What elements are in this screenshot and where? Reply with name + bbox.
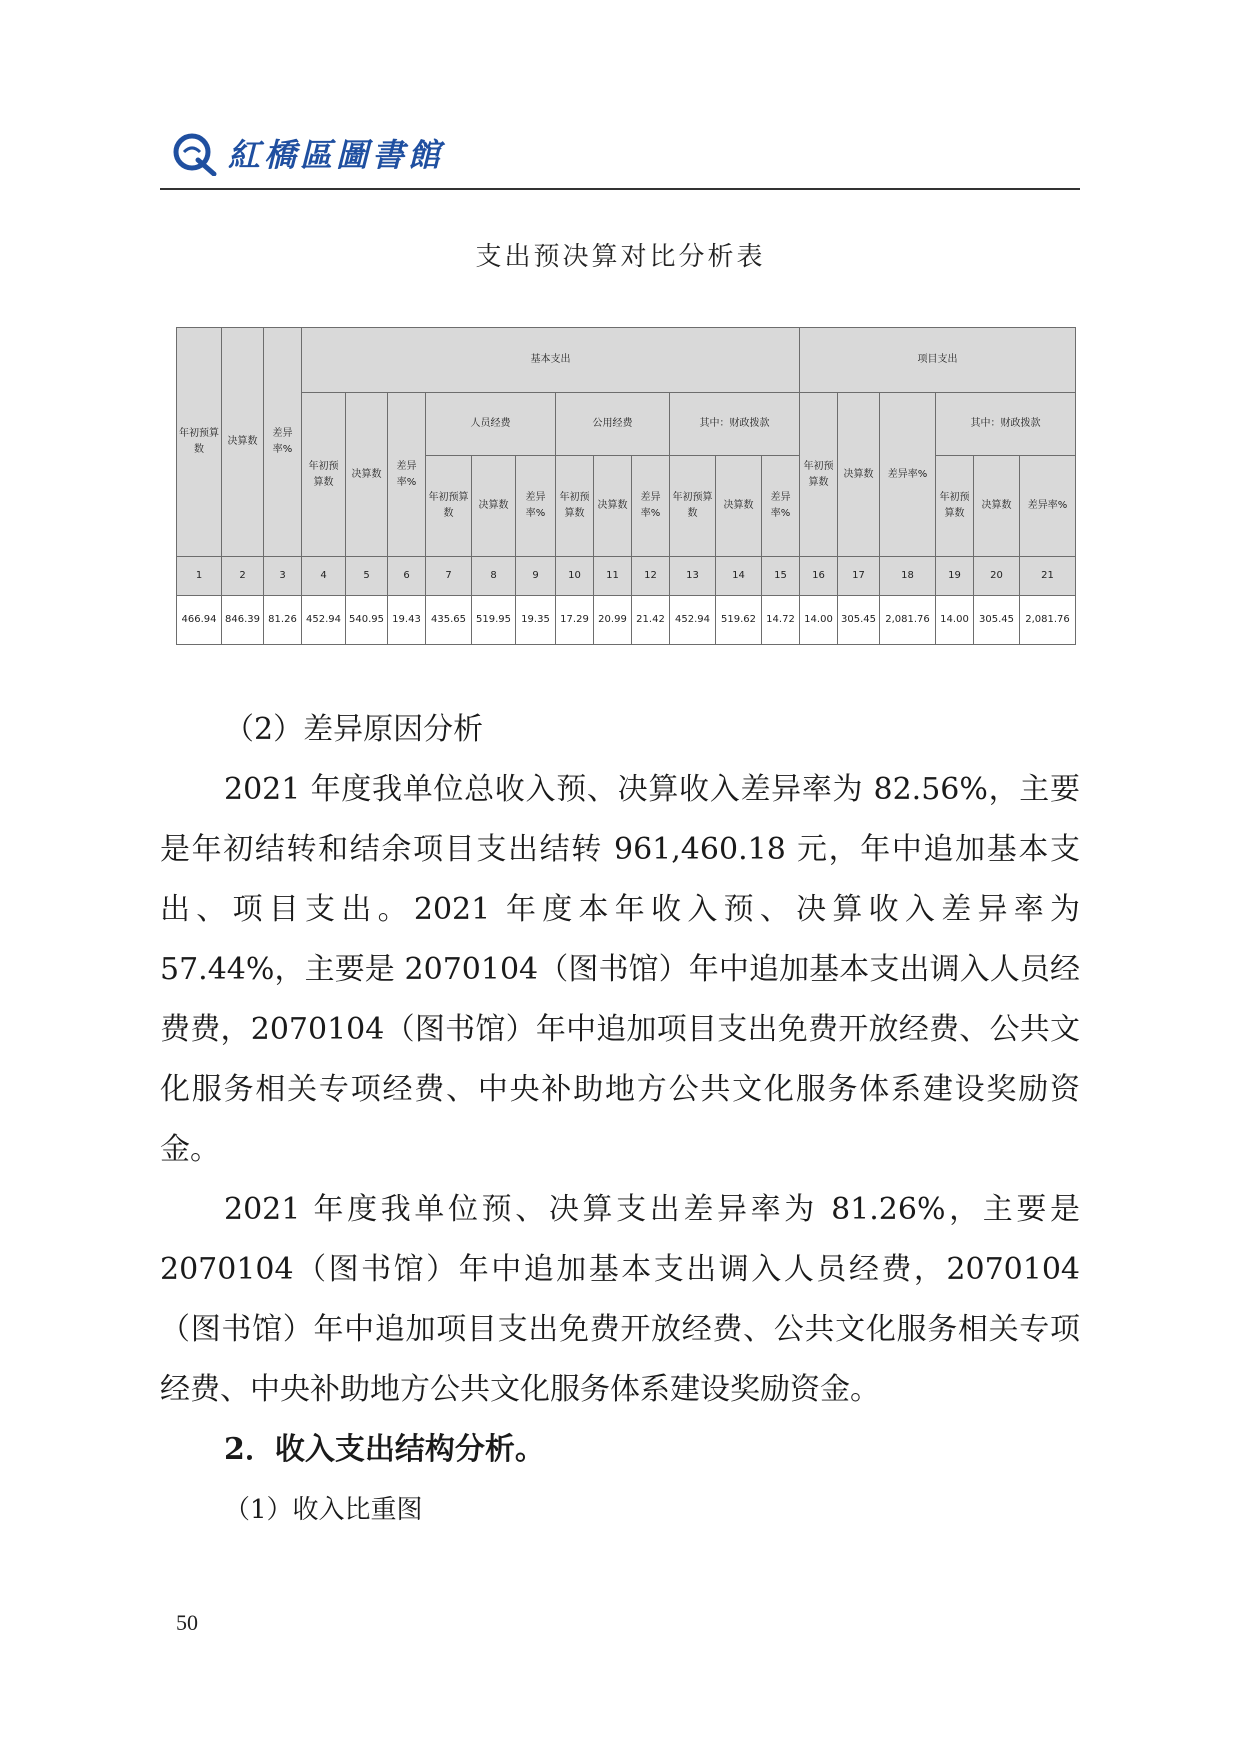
header-cell: 年初预算数 xyxy=(426,456,472,557)
value-cell: 81.26 xyxy=(264,596,302,645)
header-cell-basic: 基本支出 xyxy=(302,328,800,393)
paragraph: 2021 年度我单位总收入预、决算收入差异率为 82.56%，主要是年初结转和结余项目支出结转 961,460.18 元，年中追加基本支出、项目支出。2021 年度本年收入预、决算收入差异率为 57.44%，主要是 2070104（图书馆）年中追加基本支出调入人员经费费，2070104（图书馆）年中追加项目支出免费开放经费、公共文化服务相关专项经费、中央补助地方公共文化服务体系建设奖励资金。 xyxy=(160,772,1080,1167)
column-number-cell: 3 xyxy=(264,557,302,596)
value-cell: 17.29 xyxy=(556,596,594,645)
table-title: 支出预决算对比分析表 xyxy=(475,242,766,272)
value-cell: 305.45 xyxy=(838,596,880,645)
value-cell: 466.94 xyxy=(177,596,222,645)
value-cell: 305.45 xyxy=(974,596,1020,645)
table-header-row xyxy=(177,328,1076,393)
column-number-cell: 18 xyxy=(880,557,936,596)
column-number-cell: 5 xyxy=(346,557,388,596)
paragraph: 2021 年度我单位预、决算支出差异率为 81.26%，主要是 2070104（图书馆）年中追加基本支出调入人员经费，2070104（图书馆）年中追加项目支出免费开放经费、公共文化服务相关专项经费、中央补助地方公共文化服务体系建设奖励资金。 xyxy=(160,1192,1080,1407)
column-number-row xyxy=(177,557,1076,596)
column-number-cell: 14 xyxy=(716,557,762,596)
header-cell: 决算数 xyxy=(222,328,264,557)
header-cell: 年初预算数 xyxy=(302,393,346,557)
value-cell: 846.39 xyxy=(222,596,264,645)
value-cell: 452.94 xyxy=(670,596,716,645)
column-number-cell: 7 xyxy=(426,557,472,596)
subsection-title: （1）收入比重图 xyxy=(224,1495,423,1525)
column-number-cell: 12 xyxy=(632,557,670,596)
header-cell-fiscal: 其中：财政拨款 xyxy=(936,393,1076,456)
table-row xyxy=(177,596,1076,645)
page-header xyxy=(160,118,1080,190)
page-number: 50 xyxy=(176,1610,198,1635)
header-cell: 差异率% xyxy=(264,328,302,557)
value-cell: 14.00 xyxy=(800,596,838,645)
header-divider xyxy=(160,188,1080,190)
header-cell: 决算数 xyxy=(594,456,632,557)
section-heading: 2．收入支出结构分析。 xyxy=(224,1432,545,1467)
value-cell: 2,081.76 xyxy=(1020,596,1076,645)
header-cell-fiscal: 其中：财政拨款 xyxy=(670,393,800,456)
header-cell: 年初预算数 xyxy=(670,456,716,557)
column-number-cell: 10 xyxy=(556,557,594,596)
header-cell: 差异率% xyxy=(762,456,800,557)
section-title: （2）差异原因分析 xyxy=(224,712,484,747)
column-number-cell: 8 xyxy=(472,557,516,596)
header-cell-personnel: 人员经费 xyxy=(426,393,556,456)
body-content xyxy=(160,700,1080,1540)
column-number-cell: 13 xyxy=(670,557,716,596)
header-cell: 决算数 xyxy=(838,393,880,557)
header-cell: 差异率% xyxy=(1020,456,1076,557)
column-number-cell: 9 xyxy=(516,557,556,596)
column-number-cell: 15 xyxy=(762,557,800,596)
header-cell: 决算数 xyxy=(974,456,1020,557)
column-number-cell: 2 xyxy=(222,557,264,596)
value-cell: 14.72 xyxy=(762,596,800,645)
value-cell: 435.65 xyxy=(426,596,472,645)
header-cell-public: 公用经费 xyxy=(556,393,670,456)
header-cell-project: 项目支出 xyxy=(800,328,1076,393)
logo-text: 紅橋區圖書館 xyxy=(228,136,445,174)
column-number-cell: 6 xyxy=(388,557,426,596)
header-cell: 决算数 xyxy=(472,456,516,557)
column-number-cell: 21 xyxy=(1020,557,1076,596)
value-cell: 540.95 xyxy=(346,596,388,645)
value-cell: 2,081.76 xyxy=(880,596,936,645)
logo-emblem-icon xyxy=(170,130,218,176)
value-cell: 14.00 xyxy=(936,596,974,645)
value-cell: 519.62 xyxy=(716,596,762,645)
value-cell: 19.43 xyxy=(388,596,426,645)
header-cell: 年初预算数 xyxy=(936,456,974,557)
column-number-cell: 19 xyxy=(936,557,974,596)
value-cell: 452.94 xyxy=(302,596,346,645)
value-cell: 519.95 xyxy=(472,596,516,645)
header-cell: 差异率% xyxy=(632,456,670,557)
header-cell: 决算数 xyxy=(346,393,388,557)
header-cell: 年初预算数 xyxy=(556,456,594,557)
header-cell: 差异率% xyxy=(880,393,936,557)
header-cell: 年初预算数 xyxy=(177,328,222,557)
column-number-cell: 16 xyxy=(800,557,838,596)
library-logo xyxy=(170,130,444,176)
table-header-row xyxy=(177,393,1076,456)
value-cell: 20.99 xyxy=(594,596,632,645)
column-number-cell: 1 xyxy=(177,557,222,596)
column-number-cell: 11 xyxy=(594,557,632,596)
header-cell: 差异率% xyxy=(388,393,426,557)
header-cell: 决算数 xyxy=(716,456,762,557)
column-number-cell: 20 xyxy=(974,557,1020,596)
header-cell: 年初预算数 xyxy=(800,393,838,557)
value-cell: 21.42 xyxy=(632,596,670,645)
column-number-cell: 17 xyxy=(838,557,880,596)
column-number-cell: 4 xyxy=(302,557,346,596)
budget-comparison-table xyxy=(176,327,1072,645)
value-cell: 19.35 xyxy=(516,596,556,645)
header-cell: 差异率% xyxy=(516,456,556,557)
